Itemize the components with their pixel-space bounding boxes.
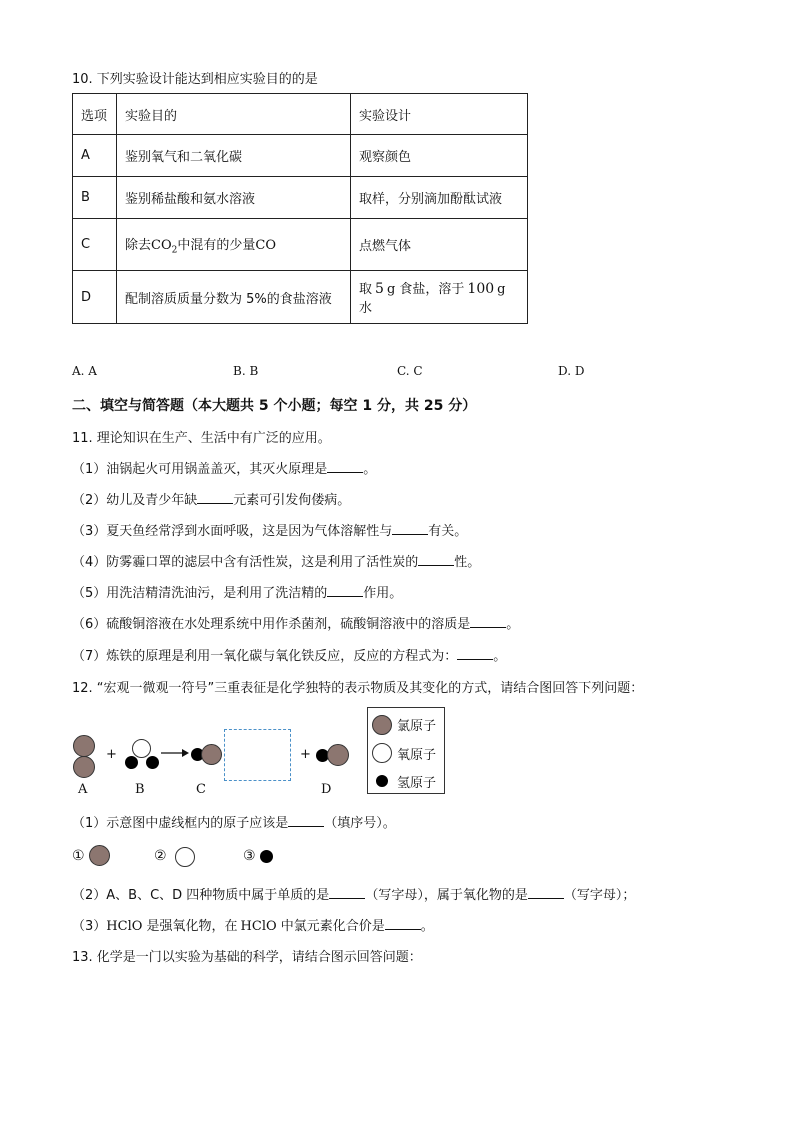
q11-item: [72, 489, 350, 508]
option-cell: A: [73, 135, 117, 177]
formula: HClO: [106, 919, 143, 934]
option-cell: B: [73, 177, 117, 219]
reaction-arrow-icon: [160, 748, 190, 758]
text: 中氯元素化合价是: [276, 919, 385, 934]
option-cell: C: [73, 219, 117, 271]
q12-sub3: [72, 915, 434, 934]
answer-blank: [288, 814, 324, 827]
table-row: [73, 177, 528, 219]
chlorine-atom: [73, 735, 95, 757]
choice-b: B. B: [233, 364, 259, 378]
text: 。: [420, 919, 434, 934]
answer-blank: [457, 647, 493, 660]
item-text: 。: [493, 649, 507, 664]
unit: g: [497, 282, 506, 297]
formula: CO: [151, 237, 172, 253]
subscript: 2: [171, 245, 178, 256]
label-c: C: [196, 782, 206, 797]
legend-label: 氢原子: [397, 776, 437, 791]
item-text: 元素可引发佝偻病。: [233, 493, 351, 508]
item-text: （2）幼儿及青少年缺: [72, 493, 198, 508]
section-heading: 二、填空与简答题（本大题共 5 个小题；每空 1 分，共 25 分）: [72, 398, 477, 414]
q11-item: [72, 645, 506, 664]
design-cell: [351, 271, 528, 324]
legend-label: 氧原子: [397, 748, 437, 763]
answer-blank: [327, 460, 363, 473]
chlorine-atom: [201, 744, 222, 765]
text: （写字母）；: [563, 888, 636, 903]
q11-item: [72, 458, 376, 477]
design-cell: 取样，分别滴加酚酞试液: [351, 177, 528, 219]
answer-blank: [385, 917, 421, 930]
item-text: 作用。: [363, 586, 403, 601]
goal-cell: 配制溶质质量分数为 5%的食盐溶液: [117, 271, 351, 324]
goal-cell: 鉴别稀盐酸和氨水溶液: [117, 177, 351, 219]
q12-sub1: [72, 812, 396, 831]
table-header-cell: 实验设计: [351, 94, 528, 135]
dashed-box: [224, 729, 291, 781]
table-header-row: [73, 94, 528, 135]
item-text: 。: [506, 617, 520, 632]
option-3-label: ③: [243, 848, 256, 864]
choice-d: D. D: [558, 364, 585, 378]
q11-item: [72, 520, 467, 539]
legend-label: 氯原子: [397, 719, 437, 734]
answer-blank: [327, 584, 363, 597]
design-cell: 点燃气体: [351, 219, 528, 271]
chlorine-atom: [89, 845, 110, 866]
item-text: 性。: [454, 555, 481, 570]
choice-a: A. A: [72, 364, 97, 378]
label-d: D: [321, 782, 332, 797]
unit: g: [386, 282, 396, 297]
item-text: （4）防雾霾口罩的滤层中含有活性炭，这是利用了活性炭的: [72, 555, 419, 570]
item-text: （5）用洗洁精清洗油污，是利用了洗洁精的: [72, 586, 328, 601]
answer-blank: [197, 491, 233, 504]
option-cell: D: [73, 271, 117, 324]
text: 食盐，溶于: [395, 282, 465, 297]
hydrogen-atom: [125, 756, 138, 769]
text: 中混有的少量: [177, 237, 256, 253]
table-header-cell: 实验目的: [117, 94, 351, 135]
number: 100: [467, 281, 495, 297]
formula: CO: [255, 237, 276, 253]
answer-blank: [418, 553, 454, 566]
q13-stem: 13. 化学是一门以实验为基础的科学，请结合图示回答问题：: [72, 950, 422, 965]
text: （填序号）。: [324, 816, 396, 831]
text: （写字母），属于氧化物的是: [365, 888, 528, 903]
chlorine-atom: [73, 756, 95, 778]
item-text: （6）硫酸铜溶液在水处理系统中用作杀菌剂，硫酸铜溶液中的溶质是: [72, 617, 471, 632]
hydrogen-atom: [376, 775, 388, 787]
option-1-label: ①: [72, 848, 85, 864]
option-2-label: ②: [154, 848, 167, 864]
q12-stem: 12. “宏观一微观一符号”三重表征是化学独特的表示物质及其变化的方式，请结合图回答下列问题：: [72, 681, 644, 696]
item-text: 。: [363, 462, 377, 477]
plus-sign: +: [300, 747, 311, 762]
chlorine-atom: [372, 715, 392, 735]
table-row: [73, 271, 528, 324]
text: 是强氧化物，在: [142, 919, 238, 934]
text: （1）示意图中虚线框内的原子应该是: [72, 816, 289, 831]
item-text: （3）夏天鱼经常浮到水面呼吸，这是因为气体溶解性与: [72, 524, 393, 539]
formula: HClO: [240, 919, 277, 934]
q12-sub2: [72, 884, 635, 903]
table-row: [73, 219, 528, 271]
answer-blank: [470, 615, 506, 628]
chlorine-atom: [327, 744, 349, 766]
answer-blank: [392, 522, 428, 535]
item-text: （1）油锅起火可用锅盖盖灭，其灭火原理是: [72, 462, 328, 477]
goal-cell: 鉴别氧气和二氧化碳: [117, 135, 351, 177]
label-b: B: [135, 782, 145, 797]
q11-item: [72, 551, 480, 570]
oxygen-atom: [132, 739, 151, 758]
oxygen-atom: [175, 847, 195, 867]
choice-c: C. C: [397, 364, 423, 378]
text: （3）: [72, 919, 107, 934]
oxygen-atom: [372, 743, 392, 763]
q11-item: [72, 613, 519, 632]
answer-blank: [528, 886, 564, 899]
plus-sign: +: [106, 747, 117, 762]
text: 水: [359, 301, 373, 316]
q10-stem: 10. 下列实验设计能达到相应实验目的的是: [72, 72, 318, 87]
text: 取: [359, 282, 373, 297]
table-row: [73, 135, 528, 177]
text: （2）A、B、C、D 四种物质中属于单质的是: [72, 888, 330, 903]
label-a: A: [78, 782, 88, 797]
goal-cell: [117, 219, 351, 271]
design-cell: 观察颜色: [351, 135, 528, 177]
hydrogen-atom: [260, 850, 273, 863]
answer-blank: [329, 886, 365, 899]
q10-table: [72, 93, 528, 324]
hydrogen-atom: [146, 756, 159, 769]
item-text: 有关。: [428, 524, 468, 539]
item-text: （7）炼铁的原理是利用一氧化碳与氧化铁反应，反应的方程式为：: [72, 649, 458, 664]
text: 除去: [125, 237, 152, 253]
q11-stem: 11. 理论知识在生产、生活中有广泛的应用。: [72, 431, 331, 446]
number: 5: [375, 281, 384, 297]
table-header-cell: 选项: [73, 94, 117, 135]
q11-item: [72, 582, 402, 601]
